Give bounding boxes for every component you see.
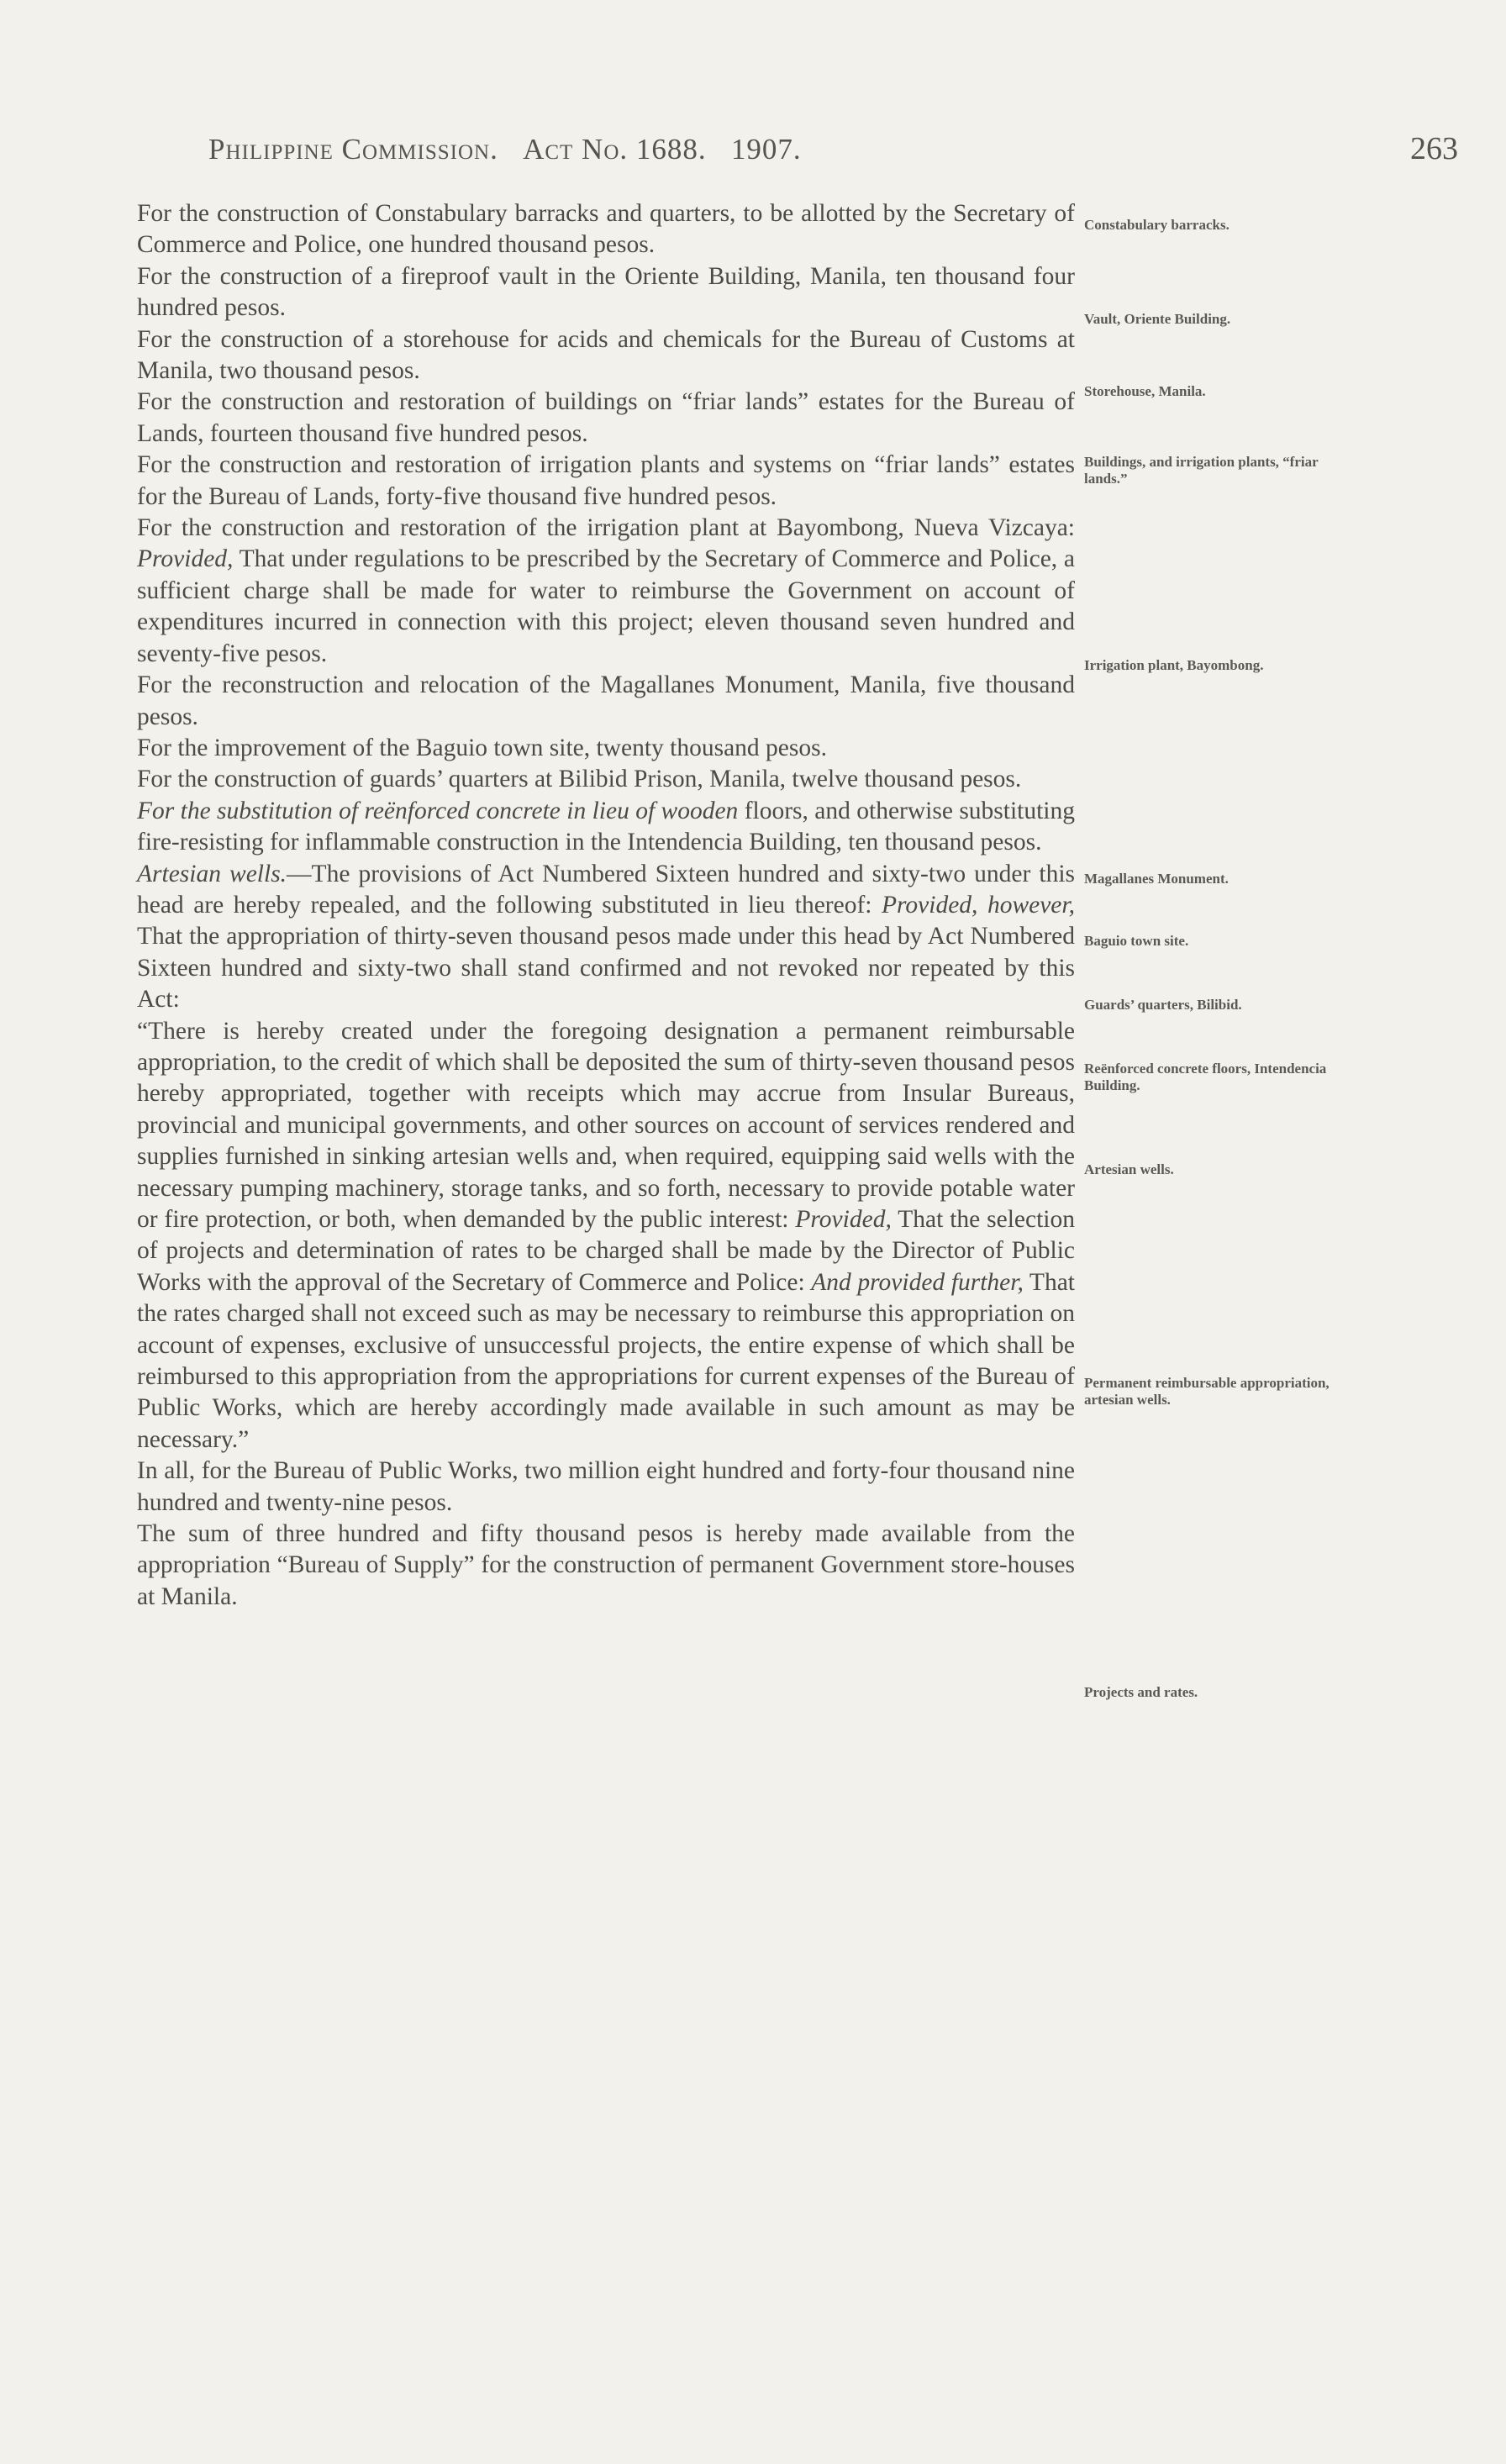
margin-note-projects-rates: Projects and rates. [1084,1684,1198,1700]
body-text [137,198,1075,1613]
margin-note-permanent-reimbursable: Permanent reimbursable appropriation, artesian wells. [1084,1375,1330,1408]
running-head [208,133,802,166]
paragraph-total-public-works: In all, for the Bureau of Public Works, two million eight hundred and forty-four thousand nine hundred and twenty-nine pesos. [137,1457,1075,1516]
page-number: 263 [1410,131,1458,166]
paragraph-reimbursable-appropriation: “There is hereby created under the foregoing designation a permanent reimbursable appropriation, to the credit of which shall be deposited the sum of thirty-seven thousand pesos hereby appropriated, together with receipts which may accrue from Insular Bureaus, provincial and municipal governments, and other sources on account of services rendered and supplies furnished in sinking artesian wells and, when required, equipping said wells with the necessary pumping machinery, storage tanks, and so forth, necessary to provide potable water or fire protection, or both, when demanded by the public interest: Provided, That the selection of projects and determination of rates to be charged shall be made by the Director of Public Works with the approval of the Secretary of Commerce and Police: And provided further, That the rates charged shall not exceed such as may be necessary to reimburse this appropriation on account of expenses, exclusive of unsuccessful projects, the entire expense of which shall be reimbursed to this appropriation from the appropriations for current expenses of the Bureau of Public Works, which are hereby accordingly made available in such amount as may be necessary.” [137,1017,1075,1453]
paragraph-friar-buildings: For the construction and restoration of buildings on “friar lands” estates for the Bureau of Lands, fourteen thousand five hundred pesos. [137,388,1075,447]
paragraph-reenforced-concrete: For the substitution of reënforced concrete in lieu of wooden floors, and otherwise substituting fire-resisting for inflammable construction in the Intendencia Building, ten thousand pesos. [137,797,1076,856]
paragraph-bureau-of-supply: The sum of three hundred and fifty thousand pesos is hereby made available from the appropriation “Bureau of Supply” for the construction of permanent Government store-houses at Manila. [137,1520,1075,1610]
margin-note-bayombong: Irrigation plant, Bayombong. [1084,657,1264,673]
running-head-act: Act No. 1688. [523,133,707,166]
paragraph-storehouse: For the construction of a storehouse for acids and chemicals for the Bureau of Customs at Manila, two thousand pesos. [137,325,1075,385]
running-head-title: Philippine Commission. [208,133,498,166]
margin-note-storehouse: Storehouse, Manila. [1084,383,1206,399]
paragraph-guards-quarters: For the construction of guards’ quarters at Bilibid Prison, Manila, twelve thousand pesos. [137,766,1022,793]
margin-note-friar-lands: Buildings, and irrigation plants, “friar lands.” [1084,454,1319,487]
margin-note-constabulary: Constabulary barracks. [1084,217,1230,233]
paragraph-friar-irrigation: For the construction and restoration of irrigation plants and systems on “friar lands” estates for the Bureau of Lands, forty-five thousand five hundred pesos. [137,451,1075,510]
paragraph-magallanes: For the reconstruction and relocation of the Magallanes Monument, Manila, five thousand pesos. [137,671,1075,730]
margin-note-artesian: Artesian wells. [1084,1161,1174,1177]
paragraph-bayombong: For the construction and restoration of the irrigation plant at Bayombong, Nueva Vizcaya: Provided, That under regulations to be prescribed by the Secretary of Commerce and Police, a sufficient charge shall be made for water to reimburse the Government on account of expenditures incurred in connection with this project; eleven thousand seven hundred and seventy-five pesos. [137,514,1075,667]
margin-note-guards: Guards’ quarters, Bilibid. [1084,997,1242,1013]
margin-note-reenforced: Reënforced concrete floors, Intendencia Building. [1084,1061,1327,1093]
paragraph-baguio: For the improvement of the Baguio town site, twenty thousand pesos. [137,734,827,761]
margin-note-vault: Vault, Oriente Building. [1084,311,1231,327]
paragraph-artesian-wells: Artesian wells.—The provisions of Act Numbered Sixteen hundred and sixty-two under this head are hereby repealed, and the following substituted in lieu thereof: Provided, however, That the appropriation of thirty-seven thousand pesos made under this head by Act Numbered Sixteen hundred and sixty-two shall stand confirmed and not revoked nor repeated by this Act: [137,860,1075,1014]
running-head-year: 1907. [730,133,802,166]
margin-note-baguio: Baguio town site. [1084,933,1189,949]
paragraph-vault: For the construction of a fireproof vault in the Oriente Building, Manila, ten thousand four hundred pesos. [137,262,1075,322]
margin-note-magallanes: Magallanes Monument. [1084,871,1229,887]
paragraph-constabulary: For the construction of Constabulary barracks and quarters, to be allotted by the Secretary of Commerce and Police, one hundred thousand pesos. [137,200,1075,259]
